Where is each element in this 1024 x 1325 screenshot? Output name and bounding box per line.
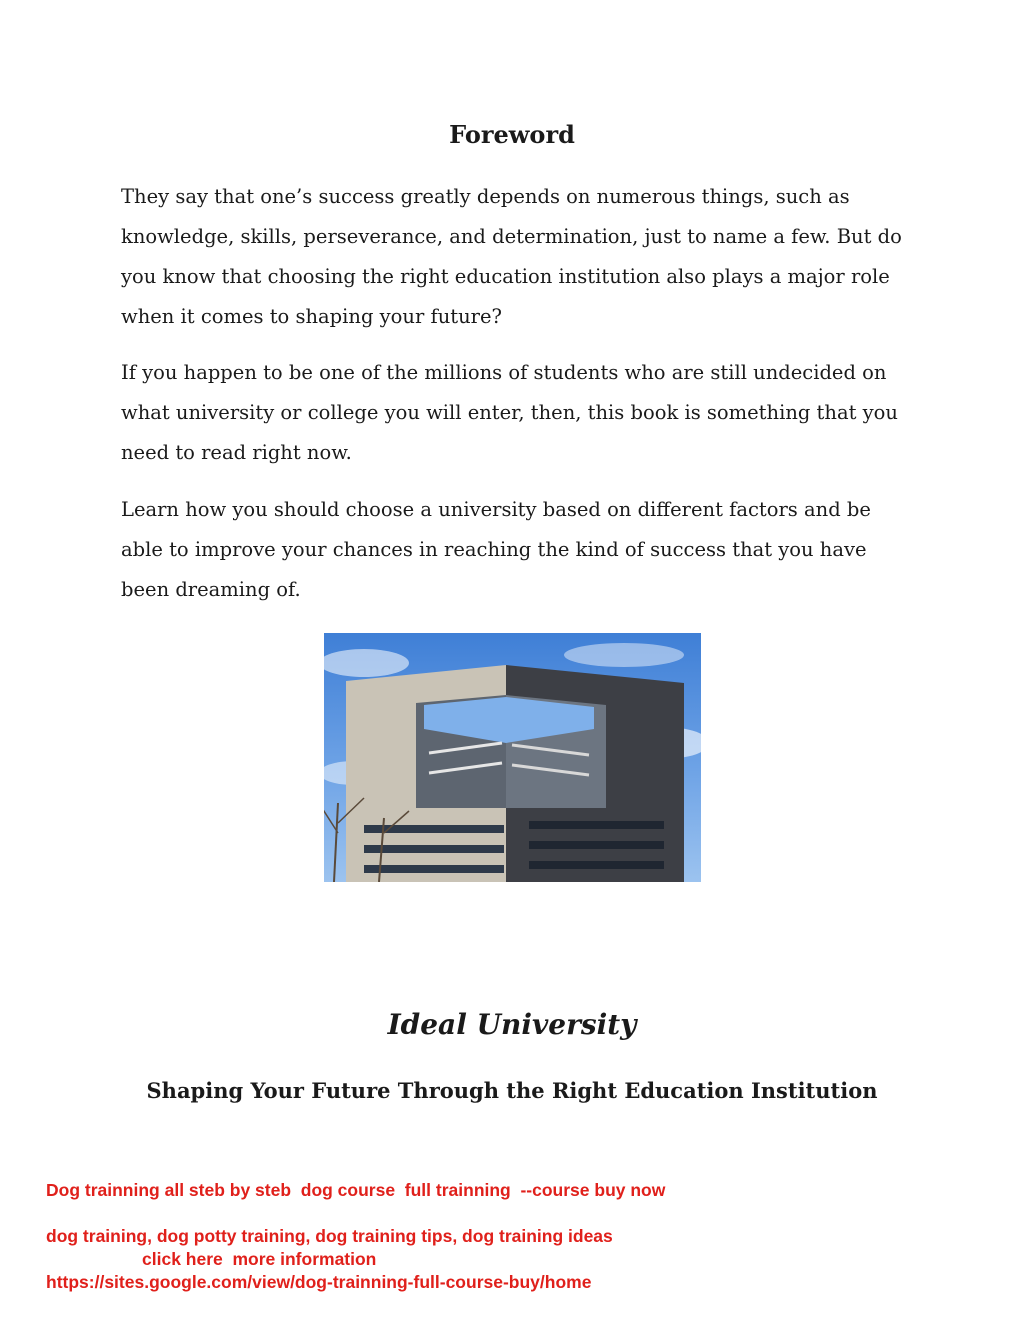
university-building-photo (324, 633, 701, 882)
university-building-illustration (324, 633, 701, 882)
foreword-heading: Foreword (449, 120, 575, 149)
book-subtitle: Shaping Your Future Through the Right Education Institution (146, 1078, 878, 1103)
ad-keywords[interactable]: dog training, dog potty training, dog training tips, dog training ideas (46, 1226, 613, 1246)
foreword-paragraph-1: They say that one’s success greatly depends on numerous things, such as knowledge, skills, perseverance, and determination, just to name a few. But do you know that choosing the right education institution also plays a major role when it comes to shaping your future? (121, 185, 902, 328)
ad-headline[interactable]: Dog trainning all steb by steb dog course full trainning --course buy now (46, 1180, 666, 1200)
ad-link[interactable]: https://sites.google.com/view/dog-trainning-full-course-buy/home (46, 1272, 592, 1292)
foreword-paragraph-3: Learn how you should choose a university based on different factors and be able to improve your chances in reaching the kind of success that you have been dreaming of. (121, 498, 871, 601)
ad-click-here[interactable]: click here more information (142, 1249, 377, 1269)
foreword-paragraph-2: If you happen to be one of the millions of students who are still undecided on what university or college you will enter, then, this book is something that you need to read right now. (121, 361, 898, 464)
book-title: Ideal University (387, 1008, 637, 1041)
